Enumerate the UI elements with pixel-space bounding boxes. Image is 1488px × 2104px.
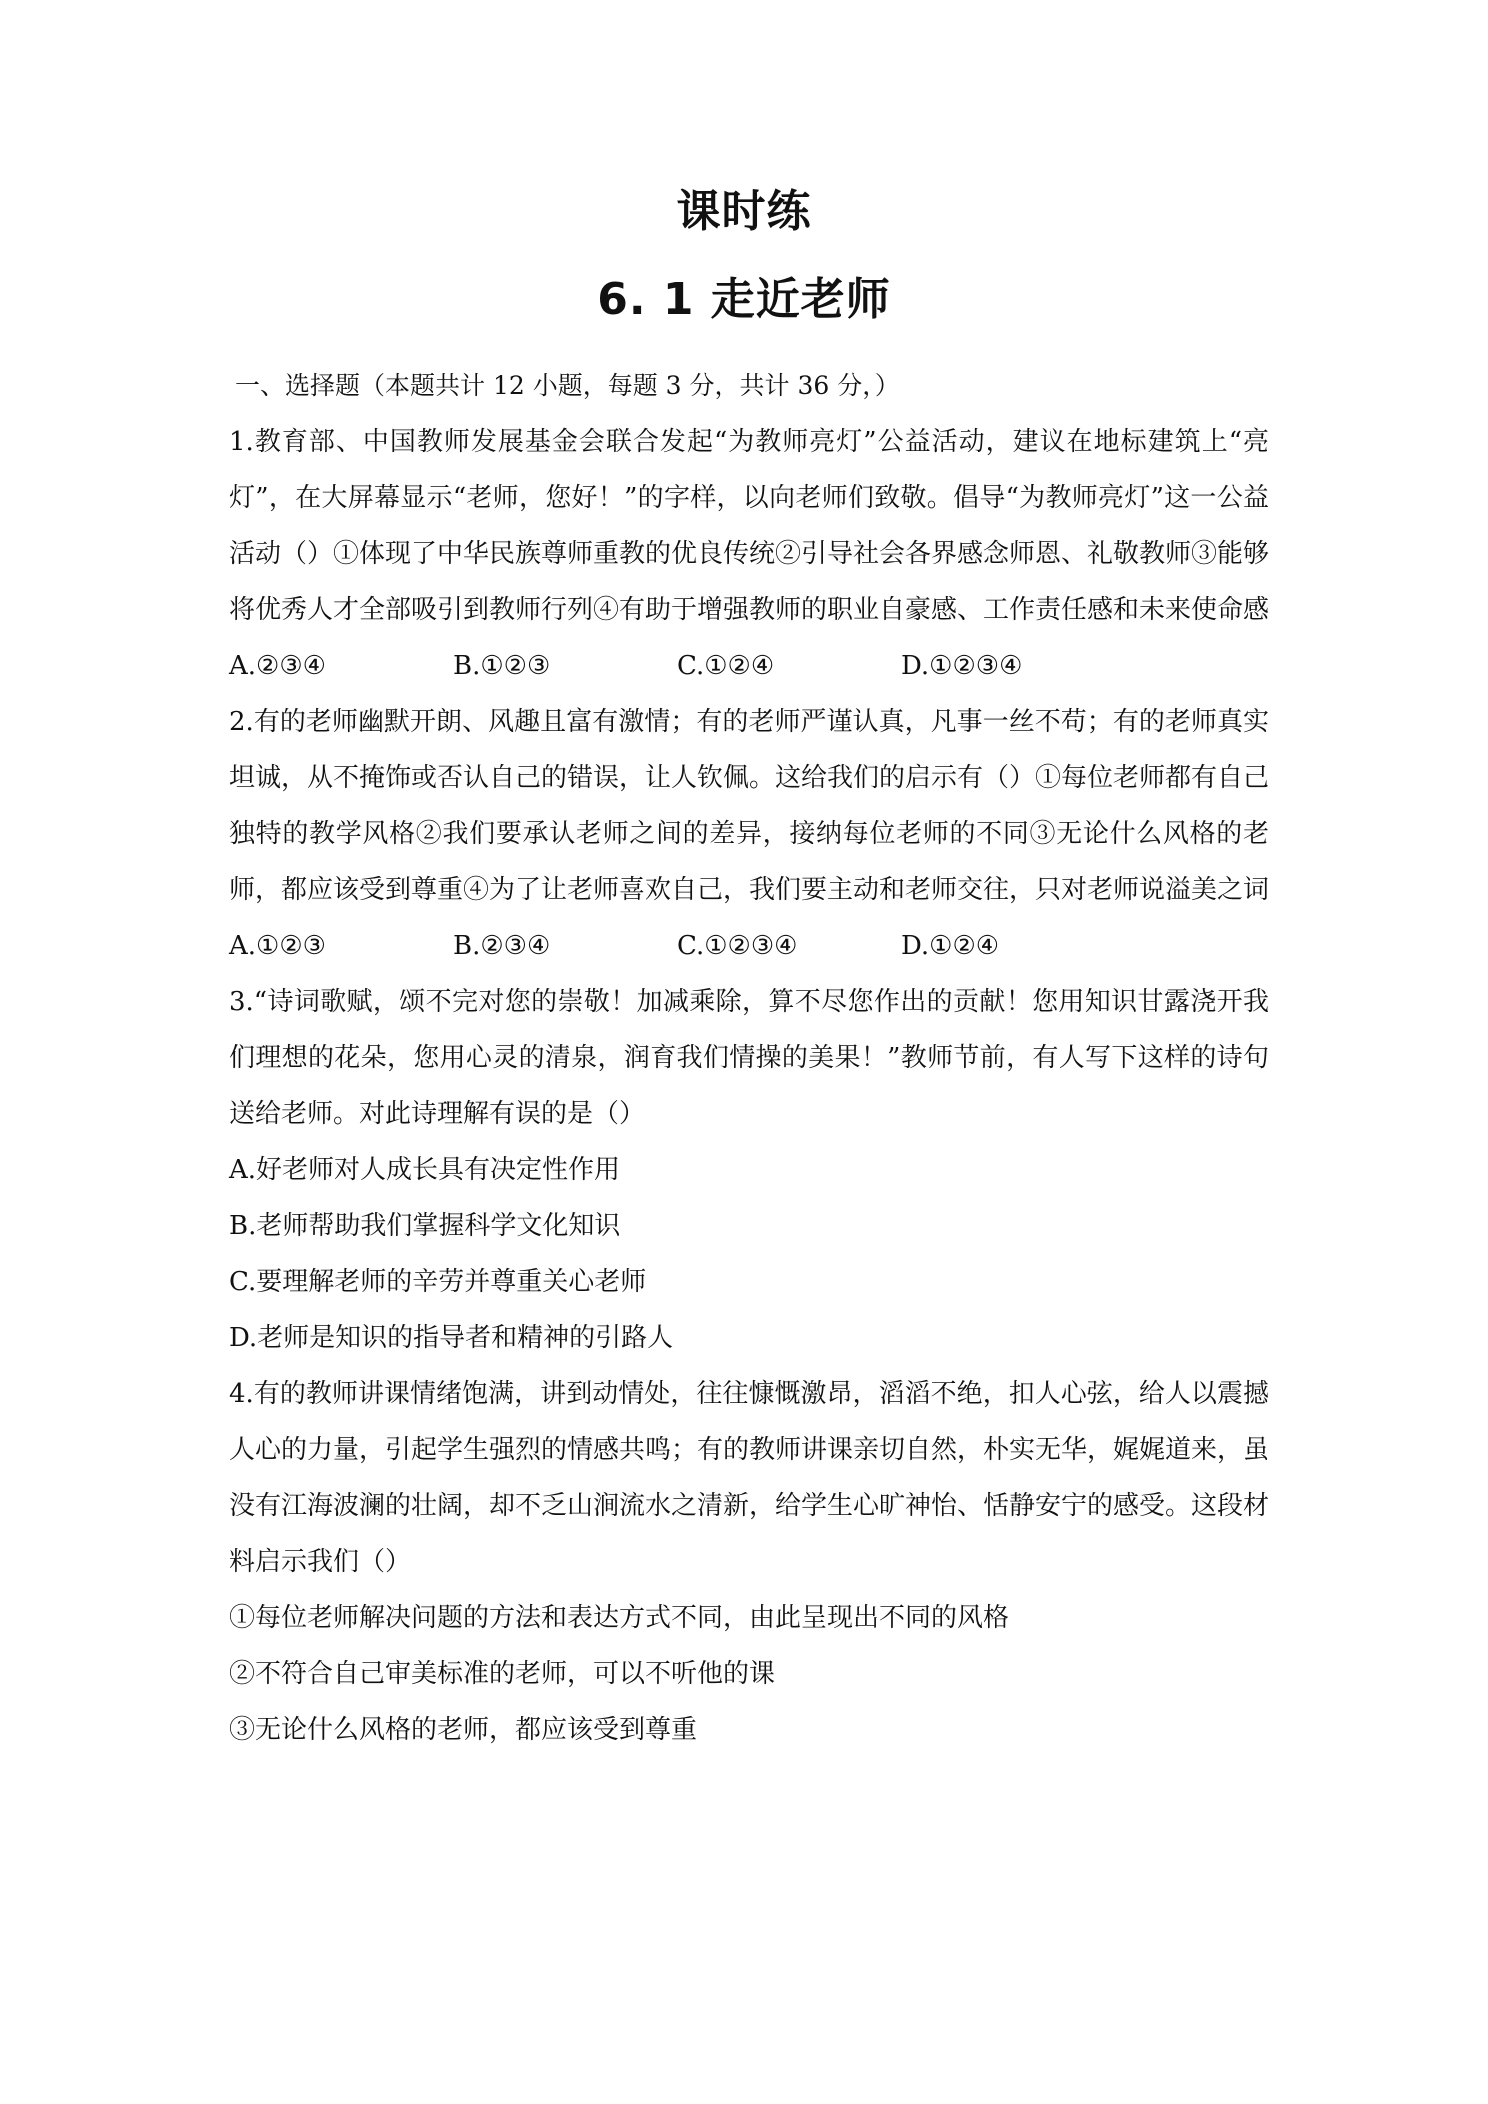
option-b: B.②③④ — [453, 931, 551, 961]
option-c: C.①②④ — [677, 651, 775, 681]
question-3-stem: 3.“诗词歌赋，颂不完对您的崇敬！加减乘除，算不尽您作出的贡献！您用知识甘露浇开我们理想的花朵，您用心灵的清泉，润育我们情操的美果！”教师节前，有人写下这样的诗句送给老师。对此诗理解有误的是（） — [229, 987, 1269, 1129]
statement-1: ①每位老师解决问题的方法和表达方式不同，由此呈现出不同的风格 — [229, 1603, 1010, 1633]
page-title: 课时练 — [676, 186, 812, 237]
option-b: B.①②③ — [453, 651, 551, 681]
question-1-options — [229, 638, 1269, 694]
statement-2: ②不符合自己审美标准的老师，可以不听他的课 — [229, 1659, 776, 1689]
content-body — [229, 358, 1269, 1758]
option-c: C.要理解老师的辛劳并尊重关心老师 — [229, 1267, 647, 1297]
question-1-stem: 1.教育部、中国教师发展基金会联合发起“为教师亮灯”公益活动，建议在地标建筑上“亮灯”，在大屏幕显示“老师，您好！”的字样，以向老师们致敬。倡导“为教师亮灯”这一公益活动（）①体现了中华民族尊师重教的优良传统②引导社会各界感念师恩、礼敬教师③能够将优秀人才全部吸引到教师行列④有助于增强教师的职业自豪感、工作责任感和未来使命感 — [229, 427, 1270, 625]
question-2-options — [229, 918, 1269, 974]
option-d: D.①②④ — [901, 931, 1000, 961]
question-2-stem: 2.有的老师幽默开朗、风趣且富有激情；有的老师严谨认真，凡事一丝不苟；有的老师真实坦诚，从不掩饰或否认自己的错误，让人钦佩。这给我们的启示有（）①每位老师都有自己独特的教学风格②我们要承认老师之间的差异，接纳每位老师的不同③无论什么风格的老师，都应该受到尊重④为了让老师喜欢自己，我们要主动和老师交往，只对老师说溢美之词 — [229, 707, 1270, 905]
option-d: D.老师是知识的指导者和精神的引路人 — [229, 1323, 674, 1353]
option-a: A.②③④ — [229, 651, 326, 681]
option-a: A.好老师对人成长具有决定性作用 — [229, 1155, 621, 1185]
option-a: A.①②③ — [229, 931, 326, 961]
option-c: C.①②③④ — [677, 931, 798, 961]
option-d: D.①②③④ — [901, 651, 1023, 681]
question-4-stem: 4.有的教师讲课情绪饱满，讲到动情处，往往慷慨激昂，滔滔不绝，扣人心弦，给人以震撼人心的力量，引起学生强烈的情感共鸣；有的教师讲课亲切自然，朴实无华，娓娓道来，虽没有江海波澜的壮阔，却不乏山涧流水之清新，给学生心旷神怡、恬静安宁的感受。这段材料启示我们（） — [229, 1379, 1270, 1577]
section-heading: 一、选择题（本题共计 12 小题，每题 3 分，共计 36 分，） — [235, 371, 900, 400]
lesson-title: 6. 1 走近老师 — [597, 274, 891, 325]
statement-3: ③无论什么风格的老师，都应该受到尊重 — [229, 1715, 698, 1745]
option-b: B.老师帮助我们掌握科学文化知识 — [229, 1211, 621, 1241]
